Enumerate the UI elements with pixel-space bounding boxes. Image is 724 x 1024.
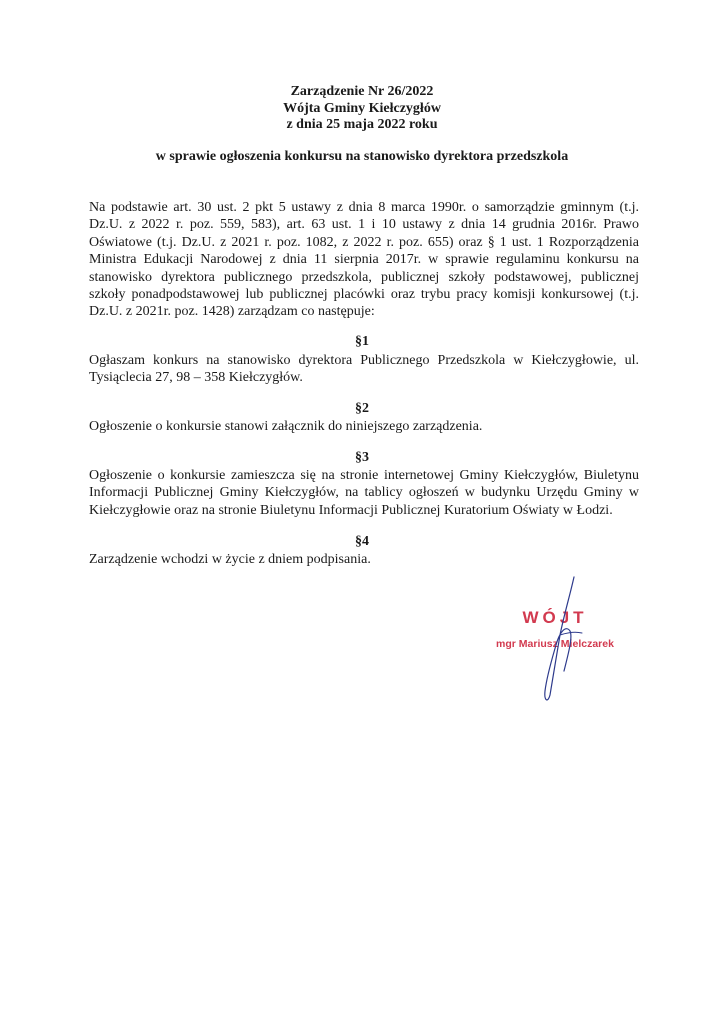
section-3-title: §3: [355, 450, 369, 465]
section-3-body: Ogłoszenie o konkursie zamieszcza się na stronie internetowej Gminy Kiełczygłów, Biuletynu Informacji Publicznej Gminy Kiełczygłów, na tablicy ogłoszeń w budynku Urzędu Gminy w Kiełczygłowie oraz na stronie Biuletynu Informacji Publicznej Kuratorium Oświaty w Łodzi.: [89, 468, 639, 518]
document-header: [0, 84, 724, 134]
issuer: Wójta Gminy Kiełczygłów: [283, 100, 441, 116]
document-subject: w sprawie ogłoszenia konkursu na stanowisko dyrektora przedszkola: [155, 149, 569, 164]
section-1-title: §1: [355, 334, 369, 349]
section-1-body: Ogłaszam konkurs na stanowisko dyrektora Publicznego Przedszkola w Kiełczygłowie, ul. Tysiąclecia 27, 98 – 358 Kiełczygłów.: [89, 353, 639, 386]
document-number: Zarządzenie Nr 26/2022: [290, 84, 434, 99]
legal-basis-paragraph: Na podstawie art. 30 ust. 2 pkt 5 ustawy z dnia 8 marca 1990r. o samorządzie gminnym (t.j. Dz.U. z 2022 r. poz. 559, 583), art. 63 ust. 1 i 10 ustawy z dnia 14 grudnia 2016r. Prawo Oświatowe (t.j. Dz.U. z 2021 r. poz. 1082, z 2022 r. poz. 655) oraz § 1 ust. 1 Rozporządzenia Ministra Edukacji Narodowej z dnia 11 sierpnia 2017r. w sprawie regulaminu konkursu na stanowisko dyrektora publicznego przedszkola, publicznej szkoły podstawowej, publicznej szkoły ponadpodstawowej lub publicznej placówki oraz trybu pracy komisji konkursowej (t.j. Dz.U. z 2021r. poz. 1428) zarządzam co następuje:: [89, 200, 639, 320]
section-4-body: Zarządzenie wchodzi w życie z dniem podpisania.: [89, 552, 371, 567]
section-2-title: §2: [355, 401, 369, 416]
section-4-title: §4: [355, 534, 369, 549]
section-2-body: Ogłoszenie o konkursie stanowi załącznik do niniejszego zarządzenia.: [89, 419, 483, 434]
stamp-name: mgr Mariusz Mielczarek: [496, 638, 614, 650]
handwritten-signature: [530, 575, 590, 705]
issue-date: z dnia 25 maja 2022 roku: [286, 117, 438, 132]
stamp-title: WÓJT: [522, 608, 588, 627]
